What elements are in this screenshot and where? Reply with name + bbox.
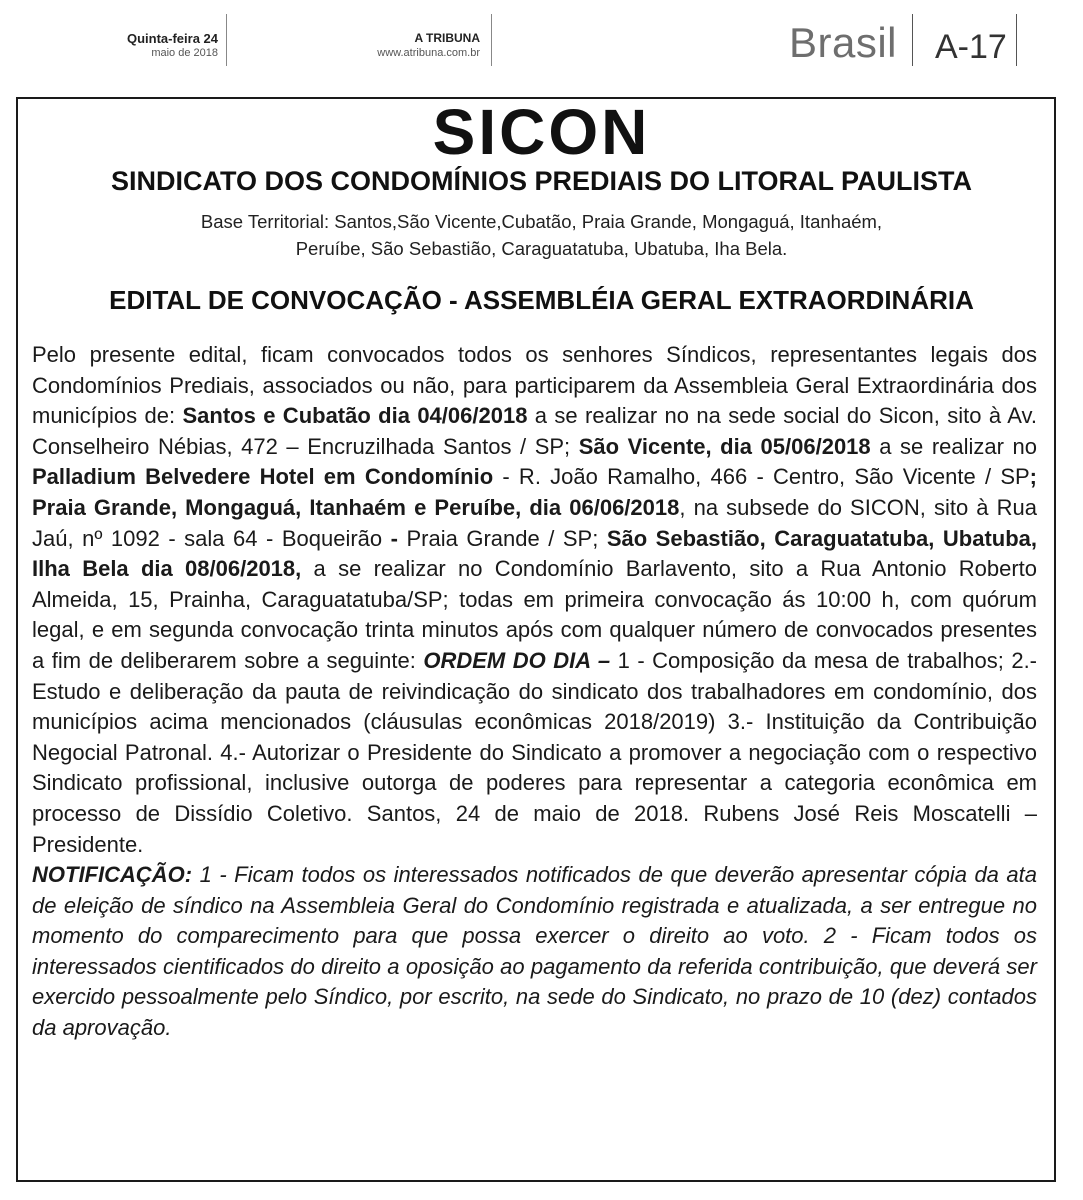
notification-label: NOTIFICAÇÃO:	[32, 862, 193, 888]
body-text: Pelo presente edital, ficam convocados todos os senhores Síndicos, representantes legais dos Condomínios Prediais, associados ou não, para participarem da Assembleia Geral Extraordinária dos municípios de:	[32, 342, 1037, 429]
body-bold: ; Praia Grande, Mongaguá, Itanhaém e Peruíbe, dia 06/06/2018	[32, 464, 1037, 520]
notification-text: 1 - Ficam todos os interessados notificados de que deverão apresentar cópia da ata de eleição de síndico na Assembleia Geral do Condomínio registrada e atualizada, a ser entregue no momento do comparecimento para que possa exercer o direito ao voto. 2 - Ficam todos os interessados cientificados do direito a oposição ao pagamento da referida contribuição, que deverá ser exercido pessoalmente pelo Síndico, por escrito, na sede do Sindicato, no prazo de 10 (dez) contados da aprovação.	[32, 862, 1037, 1041]
newspaper-name: A TRIBUNA	[414, 31, 480, 45]
territorial-base-line: Base Territorial: Santos,São Vicente,Cubatão, Praia Grande, Mongaguá, Itanhaém,	[200, 211, 883, 232]
edital-title: EDITAL DE CONVOCAÇÃO - ASSEMBLÉIA GERAL EXTRAORDINÁRIA	[109, 285, 974, 315]
notice-title: SICON	[432, 96, 651, 168]
notice-subtitle: SINDICATO DOS CONDOMÍNIOS PREDIAIS DO LITORAL PAULISTA	[110, 166, 973, 196]
body-text: a se realizar no Condomínio Barlavento, sito a Rua Antonio Roberto Almeida, 15, Prainha, Caraguatatuba/SP; todas em primeira convocação ás 10:00 h, com quórum legal, e em segunda convocação trinta minutos após com qualquer número de convocados presentes a fim de deliberarem sobre a seguinte:	[32, 556, 1037, 673]
header-divider	[1016, 14, 1017, 66]
newspaper-url: www.atribuna.com.br	[377, 47, 480, 59]
header-divider	[491, 14, 492, 66]
body-text: - R. João Ramalho, 466 - Centro, São Vicente / SP	[493, 464, 1030, 490]
page-number: A-17	[935, 28, 1007, 66]
agenda-label: ORDEM DO DIA –	[423, 647, 611, 673]
body-text: a se realizar no	[870, 433, 1037, 459]
body-bold: -	[390, 525, 398, 551]
body-text: , na subsede do SICON, sito à Rua Jaú, nº 1092 - sala 64 - Boqueirão	[32, 494, 1037, 551]
header-divider	[226, 14, 227, 66]
body-bold: São Vicente, dia 05/06/2018	[578, 433, 871, 459]
issue-month-year: maio de 2018	[151, 47, 218, 59]
body-text: 1 - Composição da mesa de trabalhos; 2.- Estudo e deliberação da pauta de reivindicação do sindicato dos trabalhadores em condomínio, dos municípios acima mencionados (cláusulas econômicas 2018/2019) 3.- Instituição da Contribuição Negocial Patronal. 4.- Autorizar o Presidente do Sindicato a promover a negociação com o respectivo Sindicato profissional, inclusive outorga de poderes para representar a categoria econômica em processo de Dissídio Coletivo. Santos, 24 de maio de 2018. Rubens José Reis Moscatelli – Presidente.	[32, 647, 1038, 857]
header-divider	[912, 14, 913, 66]
notification-paragraph	[32, 860, 1037, 1044]
body-text: a se realizar no na sede social do Sicon, sito à Av. Conselheiro Nébias, 472 – Encruzilhada Santos / SP;	[32, 403, 1037, 459]
newspaper-masthead	[377, 32, 480, 59]
territorial-base-line: Peruíbe, São Sebastião, Caraguatatuba, Ubatuba, Iha Bela.	[295, 238, 788, 259]
body-bold: São Sebastião, Caraguatatuba, Ubatuba, Ilha Bela dia 08/06/2018,	[32, 525, 1037, 582]
body-text: Praia Grande / SP;	[397, 525, 607, 551]
section-title: Brasil	[788, 19, 897, 66]
issue-weekday: Quinta-feira 24	[126, 31, 218, 46]
notice-body	[32, 340, 1037, 1044]
body-bold: Santos e Cubatão dia 04/06/2018	[182, 403, 528, 429]
issue-date	[127, 32, 218, 59]
body-bold: Palladium Belvedere Hotel em Condomínio	[32, 464, 494, 490]
territorial-base	[0, 208, 1083, 262]
